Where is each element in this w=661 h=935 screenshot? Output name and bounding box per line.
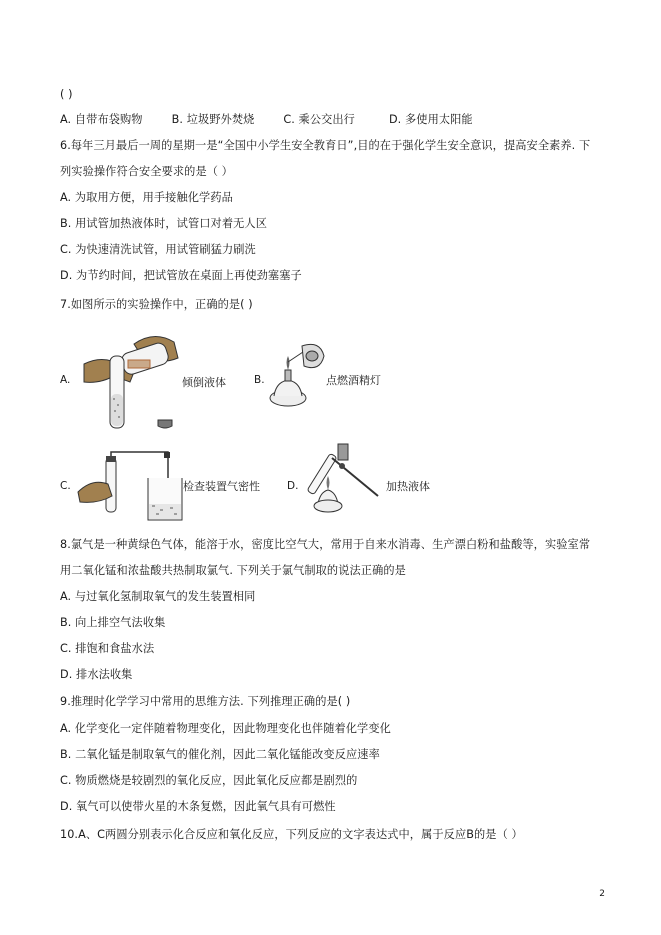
- airtightness-check-illustration: [72, 448, 184, 526]
- q8-option-a: A. 与过氧化氢制取氧气的发生装置相同: [60, 590, 256, 603]
- q7-figure-a-label: A.: [60, 374, 71, 386]
- q10-stem: 10.A、C两圆分别表示化合反应和氧化反应，下列反应的文字表达式中，属于反应B的是（ ）: [60, 828, 523, 841]
- q7-stem: 7.如图所示的实验操作中，正确的是( ): [60, 298, 253, 311]
- q7-figure-b-caption: 点燃酒精灯: [326, 374, 381, 387]
- q7-figure-a-caption: 倾倒液体: [182, 376, 226, 389]
- q7-figure-b-label: B.: [254, 374, 265, 386]
- q5-options: [60, 112, 473, 128]
- q8-option-b: B. 向上排空气法收集: [60, 616, 166, 629]
- q5-option-d: D. 多使用太阳能: [388, 113, 473, 126]
- q5-option-b: B. 垃圾野外焚烧: [171, 113, 255, 126]
- q6-option-b: B. 用试管加热液体时，试管口对着无人区: [60, 217, 267, 230]
- q6-option-d: D. 为节约时间，把试管放在桌面上再使劲塞塞子: [60, 269, 302, 282]
- q9-option-b: B. 二氧化锰是制取氧气的催化剂，因此二氧化锰能改变反应速率: [60, 748, 380, 761]
- q9-option-c: C. 物质燃烧是较剧烈的氧化反应，因此氧化反应都是剧烈的: [60, 774, 358, 787]
- q6-stem-line2: 列实验操作符合安全要求的是（ ）: [60, 165, 233, 178]
- q9-option-a: A. 化学变化一定伴随着物理变化，因此物理变化也伴随着化学变化: [60, 722, 391, 735]
- q7-figure-c-caption: 检查装置气密性: [183, 480, 260, 493]
- q5-answer-paren: ( ): [60, 88, 73, 101]
- q8-option-c: C. 排饱和食盐水法: [60, 642, 155, 655]
- page-number: 2: [599, 889, 605, 899]
- pouring-liquid-illustration: [74, 324, 186, 436]
- q8-stem-line2: 用二氧化锰和浓盐酸共热制取氯气. 下列关于氯气制取的说法正确的是: [60, 564, 406, 577]
- q9-option-d: D. 氧气可以使带火星的木条复燃，因此氧气具有可燃性: [60, 800, 336, 813]
- q5-option-a: A. 自带布袋购物: [60, 113, 143, 126]
- q7-figure-c-label: C.: [60, 480, 71, 492]
- q6-option-a: A. 为取用方便，用手接触化学药品: [60, 191, 233, 204]
- heating-liquid-illustration: [298, 440, 388, 524]
- q8-option-d: D. 排水法收集: [60, 668, 133, 681]
- q6-option-c: C. 为快速清洗试管，用试管刷猛力刷洗: [60, 243, 256, 256]
- q9-stem: 9.推理时化学学习中常用的思维方法. 下列推理正确的是( ): [60, 695, 351, 708]
- alcohol-lamp-lighting-illustration: [266, 342, 332, 412]
- q7-figure-d-caption: 加热液体: [386, 480, 430, 493]
- q5-option-c: C. 乘公交出行: [283, 113, 355, 126]
- q6-stem-line1: 6.每年三月最后一周的星期一是“全国中小学生安全教育日”,目的在于强化学生安全意识，提高安全素养. 下: [60, 139, 591, 152]
- q7-figure-d-label: D.: [287, 480, 299, 492]
- q8-stem-line1: 8.氯气是一种黄绿色气体，能溶于水，密度比空气大，常用于自来水消毒、生产漂白粉和盐酸等，实验室常: [60, 538, 591, 551]
